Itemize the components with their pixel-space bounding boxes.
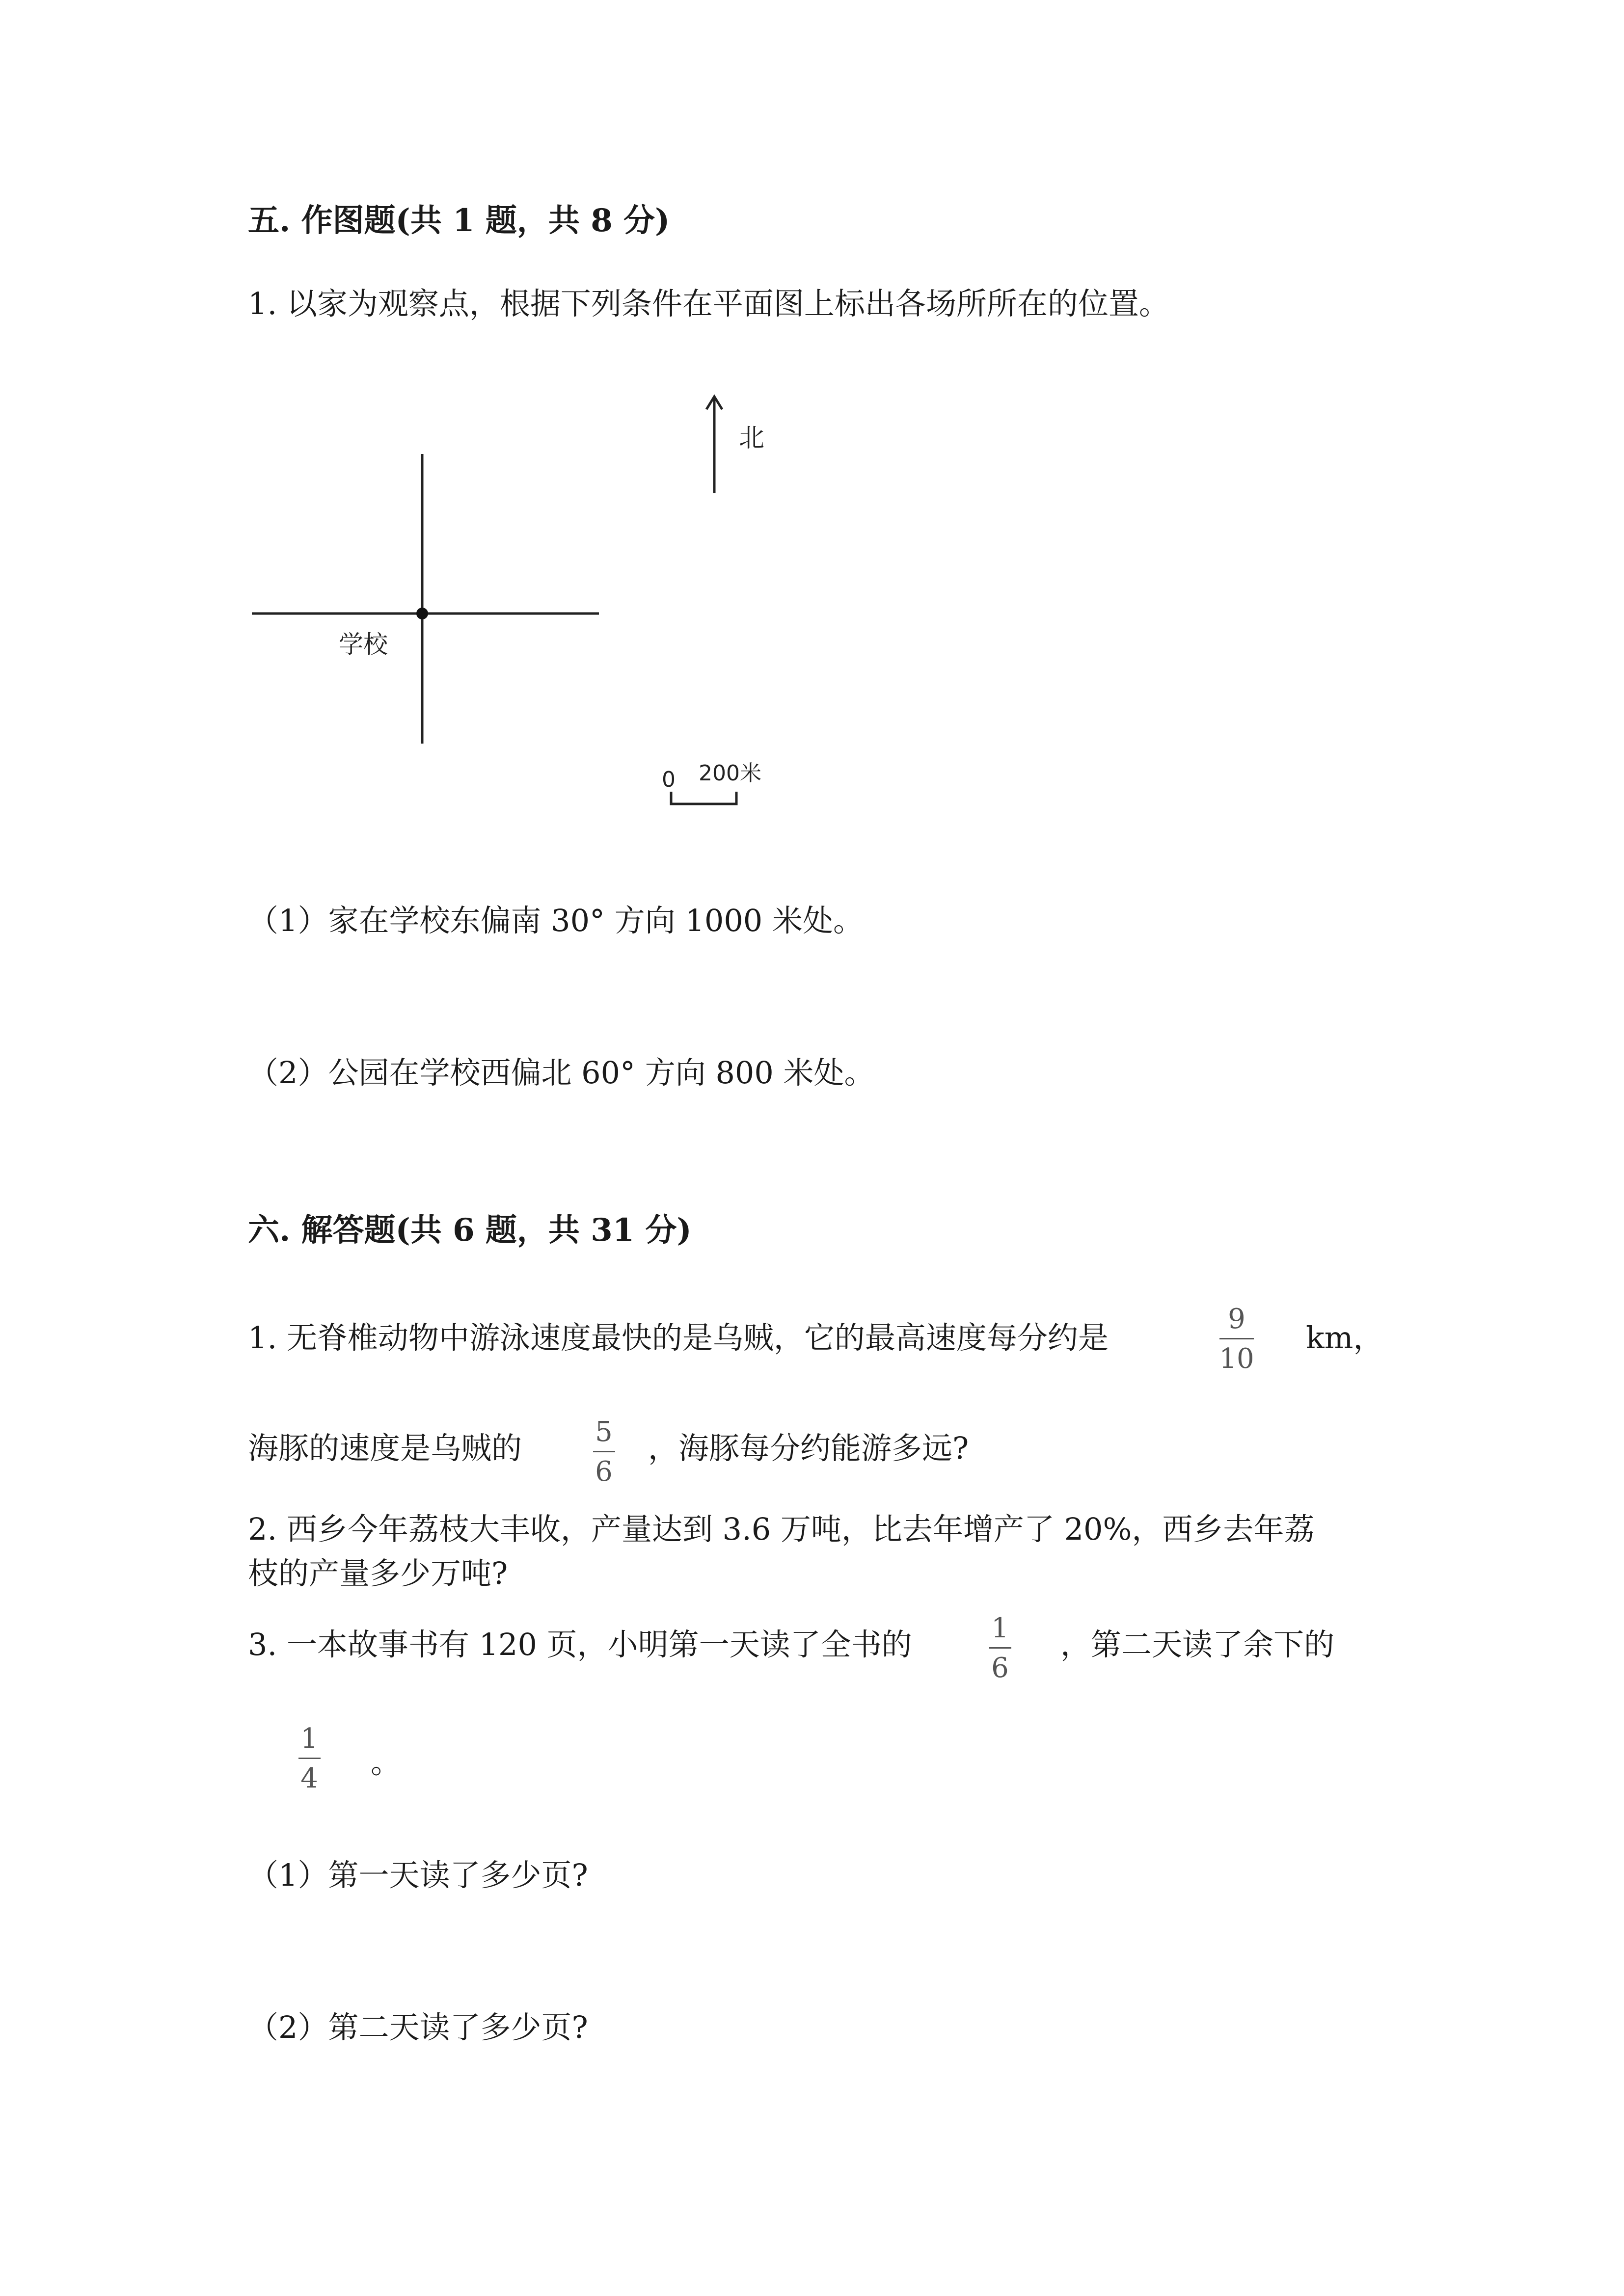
school-point — [416, 608, 428, 619]
section6-q2-line1: 2. 西乡今年荔枝大丰收，产量达到 3.6 万吨，比去年增产了 20%，西乡去年荔 — [248, 1511, 1315, 1547]
section6-q3-text-b: ，第二天读了余下的 — [1060, 1627, 1335, 1662]
school-label: 学校 — [339, 630, 388, 659]
fraction-bar — [989, 1647, 1011, 1649]
fraction-bar — [593, 1451, 615, 1452]
scale-bar — [662, 761, 761, 804]
fraction-denominator: 10 — [1219, 1343, 1254, 1375]
section6-q3-sub2: （2）第二天读了多少页? — [248, 2009, 588, 2045]
north-label: 北 — [739, 424, 765, 453]
section6-q1-text-c: 海豚的速度是乌贼的 — [248, 1430, 522, 1466]
fraction-numerator: 9 — [1228, 1303, 1245, 1335]
fraction-bar — [298, 1758, 321, 1759]
fraction-numerator: 5 — [595, 1416, 613, 1448]
section6-q1-text-d: ，海豚每分约能游多远? — [648, 1430, 969, 1466]
fraction-one-fourth — [280, 1725, 339, 1792]
fraction-denominator: 4 — [300, 1762, 318, 1794]
scale-distance-label: 200米 — [699, 761, 761, 786]
section6-q1-text-b: km， — [1306, 1320, 1384, 1356]
fraction-bar — [1219, 1338, 1254, 1339]
section6-q1-text-a: 1. 无脊椎动物中游泳速度最快的是乌贼，它的最高速度每分约是 — [248, 1320, 1109, 1356]
section5-sub1: （1）家在学校东偏南 30° 方向 1000 米处。 — [248, 903, 864, 938]
map-diagram — [248, 388, 817, 825]
section6-q2-line2: 枝的产量多少万吨? — [248, 1555, 508, 1591]
fraction-one-sixth — [971, 1612, 1029, 1684]
fraction-denominator: 6 — [991, 1652, 1009, 1684]
map-svg — [248, 388, 817, 825]
scale-zero-label: 0 — [662, 767, 676, 792]
section6-q3-sub1: （1）第一天读了多少页? — [248, 1857, 588, 1893]
north-arrow-icon — [706, 397, 722, 493]
fraction-numerator: 1 — [300, 1723, 318, 1755]
section6-q3-text-a: 3. 一本故事书有 120 页，小明第一天读了全书的 — [248, 1627, 912, 1662]
section6-heading: 六. 解答题(共 6 题，共 31 分) — [248, 1212, 692, 1249]
fraction-nine-tenths — [1207, 1303, 1266, 1375]
section5-sub2: （2）公园在学校西偏北 60° 方向 800 米处。 — [248, 1055, 875, 1091]
section6-q3-text-c: 。 — [371, 1744, 402, 1780]
fraction-numerator: 1 — [991, 1612, 1009, 1644]
fraction-denominator: 6 — [595, 1456, 613, 1488]
fraction-five-sixths — [574, 1418, 633, 1486]
section5-heading: 五. 作图题(共 1 题，共 8 分) — [248, 202, 670, 239]
section5-q1-text: 1. 以家为观察点，根据下列条件在平面图上标出各场所所在的位置。 — [248, 286, 1169, 321]
